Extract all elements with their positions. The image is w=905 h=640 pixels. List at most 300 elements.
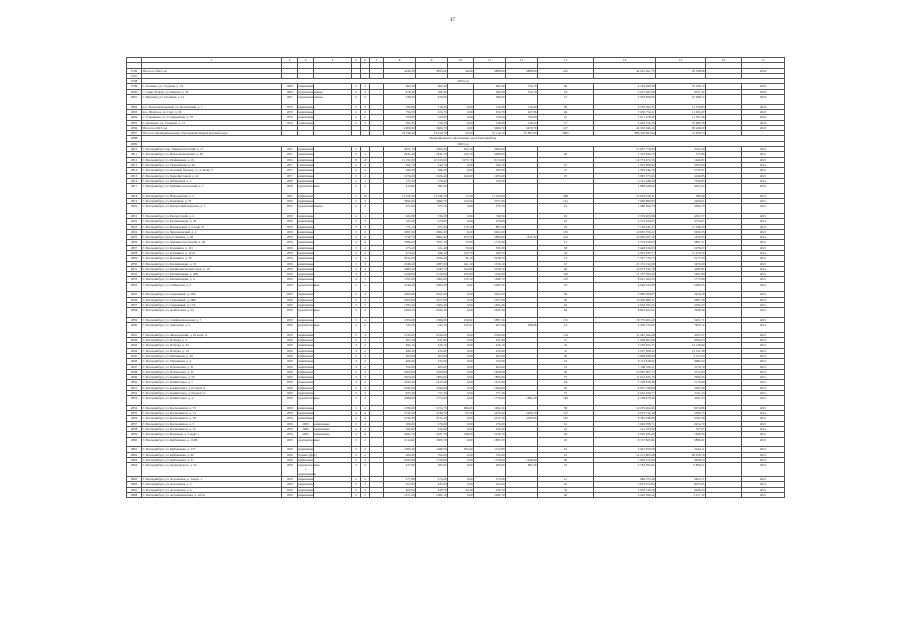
address-cell: Г. Екатеринбург, ул. Бори-Кустовой, д. 22 xyxy=(142,173,282,178)
table-cell: 11 063,47 xyxy=(656,109,706,114)
table-cell xyxy=(706,95,742,105)
table-cell: 2021 xyxy=(742,199,785,204)
table-cell: 388 xyxy=(538,193,594,198)
table-cell: 2021 xyxy=(742,338,785,343)
address-cell: Г. Екатеринбург, ул. Новодарская, д. 2 xyxy=(142,193,282,198)
header-cell: 1 xyxy=(142,58,282,63)
table-cell: 37 xyxy=(538,391,594,396)
table-cell: 12 136,82 xyxy=(656,343,706,348)
table-cell: 294,80 xyxy=(384,427,416,432)
table-cell: 2 xyxy=(361,115,370,120)
table-cell: 2 xyxy=(352,109,361,114)
table-cell: 771,30 xyxy=(474,391,506,396)
table-cell xyxy=(314,492,352,497)
table-cell: 406,90 xyxy=(384,452,416,457)
table-cell: 74 114,70 xyxy=(474,131,506,136)
table-cell: 2853 xyxy=(127,396,142,406)
table-cell: 4592,03 xyxy=(656,338,706,343)
table-cell: 897,59 xyxy=(506,463,538,477)
table-cell: 44 291 361,72 xyxy=(594,68,656,73)
table-cell: кирпичные xyxy=(298,266,314,271)
header-cell: 10 xyxy=(448,58,474,63)
table-cell: 2289,00 xyxy=(474,152,506,157)
table-cell: 2021 xyxy=(742,427,785,432)
table-cell: 0,00 xyxy=(448,229,474,234)
table-cell: 2844 xyxy=(127,348,142,353)
table-cell: 1959 xyxy=(282,364,298,369)
table-cell: 1959 xyxy=(282,240,298,245)
table-cell: 276,00 xyxy=(416,178,448,183)
table-cell: 3 xyxy=(352,396,361,406)
address-cell: Г. Екатеринбург, ул. Черноморский, д. 2 xyxy=(142,229,282,234)
table-cell: 3093,80 xyxy=(384,292,416,297)
table-cell: 21 xyxy=(538,162,594,167)
table-cell: кирпичные xyxy=(298,250,314,255)
table-cell: 2834 xyxy=(127,282,142,292)
table-cell: 0,00 xyxy=(448,385,474,390)
address-cell: Г. Екатеринбург, ул. Коминтерна, д. 7 xyxy=(142,380,282,385)
table-cell: 161 xyxy=(538,199,594,204)
table-cell: крупнопанельные xyxy=(298,95,314,105)
table-cell: 605,20 xyxy=(448,147,474,152)
table-cell: 566,30 xyxy=(474,168,506,173)
table-cell: 5 xyxy=(352,317,361,322)
table-cell: 1574,70 xyxy=(416,405,448,410)
table-cell: 2021 xyxy=(742,297,785,302)
table-cell: 4927,70 xyxy=(384,147,416,152)
table-cell: 4 xyxy=(361,416,370,421)
table-cell: 2859 xyxy=(127,432,142,437)
table-cell: 405,60 xyxy=(416,353,448,358)
table-cell: 2 xyxy=(361,437,370,447)
table-cell: 3377,00 xyxy=(474,199,506,204)
table-cell: 1758,00 xyxy=(474,457,506,462)
table-cell: 2846 xyxy=(127,359,142,364)
table-cell: 28 xyxy=(538,353,594,358)
table-cell: 2795,27 xyxy=(656,302,706,307)
table-cell: 276,00 xyxy=(416,421,448,426)
table-cell: 2022 xyxy=(742,68,785,73)
table-cell: 2847 xyxy=(127,364,142,369)
address-cell: Г. Екатеринбург, просп. Ленина, д. 69 xyxy=(142,235,282,240)
table-cell: 1 583 446,76 xyxy=(594,168,656,173)
table-cell: 183 xyxy=(538,396,594,406)
table-cell: 1795,40 xyxy=(384,302,416,307)
table-cell: 49 xyxy=(538,104,594,109)
table-cell: 3 xyxy=(352,219,361,224)
table-cell: 137 xyxy=(538,411,594,416)
table-cell: 385,50 xyxy=(416,184,448,194)
table-cell: кирпичные xyxy=(298,338,314,343)
table-cell: 9571,21 xyxy=(656,89,706,94)
table-cell: 2009 xyxy=(298,432,314,437)
table-cell: 12 036,70 xyxy=(416,193,448,198)
table-cell: 2 xyxy=(352,487,361,492)
table-cell: 2 xyxy=(361,89,370,94)
table-cell: панельные xyxy=(298,120,314,125)
table-cell: 2854 xyxy=(127,405,142,410)
table-cell: 73,80 xyxy=(448,240,474,245)
table-cell: 430,70 xyxy=(416,487,448,492)
table-cell: 2 xyxy=(361,224,370,229)
table-cell: 2 xyxy=(361,323,370,333)
table-cell: 4246,85 xyxy=(656,173,706,178)
table-cell: 7 527 779,75 xyxy=(594,256,656,261)
table-cell: 2826 xyxy=(127,240,142,245)
table-cell: 1957 xyxy=(282,173,298,178)
table-cell: 3403,71 xyxy=(656,477,706,482)
table-cell xyxy=(474,184,506,194)
table-cell: кирпичные xyxy=(298,245,314,250)
table-cell: 1970 xyxy=(282,115,298,120)
table-cell: 4 000,00 xyxy=(384,125,416,130)
table-cell: 420,60 xyxy=(448,173,474,178)
table-cell: 1640,56 xyxy=(656,432,706,437)
table-cell: 322,80 xyxy=(384,104,416,109)
table-cell: 3298,39 xyxy=(656,308,706,318)
address-cell: Г. Екатеринбург, ул. Калинина, д. 78 xyxy=(142,256,282,261)
table-cell: 18 779 663,40 xyxy=(594,317,656,322)
address-cell: пос. Пользовательский, ул. Петровский, д. 7 xyxy=(142,104,282,109)
table-cell: 1958 xyxy=(282,178,298,183)
table-cell: 7156,70 xyxy=(384,235,416,240)
table-cell: 3 xyxy=(352,266,361,271)
table-cell: 3 956 858,96 xyxy=(594,95,656,105)
table-cell: 25 xyxy=(538,173,594,178)
header-cell: 13 xyxy=(538,58,594,63)
table-cell: 10 981 553,21 xyxy=(594,229,656,234)
table-cell: 2833 xyxy=(127,277,142,282)
table-cell: 640,70 xyxy=(474,250,506,255)
table-cell: 1446,81 xyxy=(656,157,706,162)
table-cell: 2819 xyxy=(127,199,142,204)
table-cell: 1968 xyxy=(282,89,298,94)
table-cell: 10 613,00 xyxy=(416,157,448,162)
table-cell: 2 xyxy=(352,168,361,173)
table-cell: 2796 xyxy=(127,68,142,73)
header-cell: 7 xyxy=(370,58,384,63)
table-cell: 8274,89 xyxy=(656,405,706,410)
table-cell: 2851 xyxy=(127,385,142,390)
table-cell: 2114,90 xyxy=(384,437,416,447)
table-cell: кирпичные xyxy=(298,411,314,416)
table-cell: 2021 xyxy=(742,323,785,333)
table-cell: 1959 xyxy=(282,396,298,406)
table-cell: 426,10 xyxy=(474,343,506,348)
table-cell: 706,80 xyxy=(384,115,416,120)
table-cell: 1773,60 xyxy=(416,396,448,406)
table-cell: 3 848 838,54 xyxy=(594,353,656,358)
table-cell: 2262,20 xyxy=(474,229,506,234)
address-cell: Г. Екатеринбург, ул. Космонавтов, д. 74 xyxy=(142,411,282,416)
table-cell: кирпичные xyxy=(298,353,314,358)
table-cell: 2 xyxy=(361,173,370,178)
table-row xyxy=(127,492,785,497)
table-cell: 2021 xyxy=(742,463,785,477)
table-cell: 283,60 xyxy=(416,463,448,477)
table-cell: 2861 xyxy=(127,447,142,452)
table-cell: 2801 xyxy=(127,95,142,105)
table-cell: – xyxy=(742,131,785,136)
table-cell: 16 053 035,78 xyxy=(594,266,656,271)
table-cell: 7342,85 xyxy=(656,178,706,183)
table-cell: 46 xyxy=(538,109,594,114)
address-cell: Г. Екатеринбург, ул. Машиностроителей, д. 40 xyxy=(142,240,282,245)
table-cell: 3808,00 xyxy=(506,68,538,73)
table-cell: 3 xyxy=(352,235,361,240)
table-cell: кирпичные xyxy=(298,297,314,302)
table-cell: 0,00 xyxy=(448,396,474,406)
table-cell: 5 xyxy=(352,332,361,337)
table-cell: 2444,11 xyxy=(656,447,706,452)
table-cell: 2 xyxy=(361,364,370,369)
table-cell: 3177,50 xyxy=(656,256,706,261)
table-cell: 1844,60 xyxy=(416,385,448,390)
table-cell: кирпичные xyxy=(298,261,314,266)
table-cell: 1077,00 xyxy=(474,297,506,302)
table-cell: 2021 xyxy=(742,229,785,234)
address-cell: Г. Екатеринбург, ул. Коминтерна, д. 61 корп. А xyxy=(142,385,282,390)
table-cell: 4 xyxy=(361,391,370,396)
table-cell: 2021 xyxy=(742,396,785,406)
table-cell: 1959 xyxy=(282,224,298,229)
table-cell: 0,00 xyxy=(448,104,474,109)
table-cell: 3 xyxy=(361,375,370,380)
table-cell: 78 536,30 xyxy=(384,131,416,136)
table-cell: 3808,00 xyxy=(474,68,506,73)
table-cell: 3853,60 xyxy=(416,68,448,73)
table-cell: 465,10 xyxy=(384,338,416,343)
table-cell: 2803 xyxy=(127,109,142,114)
table-cell: 462,90 xyxy=(384,487,416,492)
table-cell: 3 xyxy=(361,266,370,271)
table-cell: 1958 xyxy=(282,184,298,194)
address-cell: С. Ельниково, ул. Станционная, д. 78 xyxy=(142,115,282,120)
table-cell: 3 xyxy=(361,261,370,266)
address-cell: Г. Екатеринбург, ул. Каменная, д. 76 xyxy=(142,199,282,204)
table-cell: 1316,60 xyxy=(416,272,448,277)
table-cell: 3 xyxy=(361,219,370,224)
table-cell: 1959 xyxy=(282,421,298,426)
table-cell: 2021 xyxy=(742,302,785,307)
header-cell: 17 xyxy=(742,58,785,63)
table-cell: кирпичные xyxy=(298,457,314,462)
table-cell: 2023 xyxy=(742,125,785,130)
table-cell: 1174,80 xyxy=(474,447,506,452)
table-cell: 21 xyxy=(538,95,594,105)
table-cell: 2002,00 xyxy=(384,369,416,374)
table-cell: 21 xyxy=(538,477,594,482)
address-cell: Г. Екатеринбург, ул. Машиностроителей, д. 3 xyxy=(142,184,282,194)
address-cell: Г. Екатеринбург, ул. Агрономов, д. 5 xyxy=(142,482,282,487)
table-cell: 2 xyxy=(361,396,370,406)
table-cell: 466,60 xyxy=(384,359,416,364)
table-cell: 3 xyxy=(352,353,361,358)
table-cell: 1959 xyxy=(282,447,298,452)
address-cell: Г. Екатеринбург, ул. Машинная, д. 39 xyxy=(142,353,282,358)
table-cell: 5678,27 xyxy=(656,245,706,250)
table-cell: кирпичные xyxy=(298,385,314,390)
address-cell: Итого по Муниципальному образованию Кировградский округ xyxy=(142,131,282,136)
table-cell: 720,90 xyxy=(416,115,448,120)
address-cell: Г. Екатеринбург, ул. Сиреневый, д. 28А xyxy=(142,292,282,297)
table-cell: 2021 xyxy=(742,353,785,358)
table-cell: 2858 xyxy=(127,427,142,432)
table-cell: 3 xyxy=(352,348,361,353)
table-cell: 2023 xyxy=(742,89,785,94)
table-cell: 123,60 xyxy=(448,199,474,204)
table-cell: 2830 xyxy=(127,261,142,266)
table-cell: кирпичные xyxy=(298,147,314,152)
table-cell: 588,46 xyxy=(656,193,706,198)
header-cell: 8 xyxy=(384,58,416,63)
table-cell: 10 270 402,60 xyxy=(594,405,656,410)
table-cell: 8 xyxy=(361,235,370,240)
table-cell: 31 xyxy=(538,338,594,343)
register-table-wrap xyxy=(126,57,784,498)
table-cell: 2732,50 xyxy=(384,411,416,416)
table-cell: 2474,50 xyxy=(384,256,416,261)
table-cell: 2 xyxy=(352,89,361,94)
table-cell: 4 xyxy=(361,308,370,318)
table-cell xyxy=(370,396,384,406)
table-cell: 1 080 056,70 xyxy=(594,204,656,214)
table-cell: 3 494 752,50 xyxy=(594,120,656,125)
table-cell: 2 xyxy=(361,245,370,250)
table-cell: 2 xyxy=(361,282,370,292)
table-cell: 2816 xyxy=(127,178,142,183)
table-cell: 575,99 xyxy=(656,152,706,157)
address-cell: Г. Екатеринбург, ул. Победы, д. 32 xyxy=(142,343,282,348)
table-cell: 141 353,99 xyxy=(594,427,656,432)
table-cell: 2839 xyxy=(127,317,142,322)
table-cell: 198,00 xyxy=(448,432,474,437)
table-cell: 7 xyxy=(352,193,361,198)
table-cell: кирпичные xyxy=(298,391,314,395)
table-cell: 2836 xyxy=(127,297,142,302)
table-cell: 56 xyxy=(538,297,594,302)
table-cell: 2021 xyxy=(742,224,785,229)
table-cell: 3 xyxy=(352,250,361,255)
row-id-cell: 2809 xyxy=(127,141,142,146)
table-cell: 3543,70 xyxy=(416,266,448,271)
table-cell: 2021 xyxy=(742,391,785,396)
table-cell: 2048,20 xyxy=(384,261,416,266)
table-cell: 2021 xyxy=(742,416,785,421)
table-cell: 21 xyxy=(538,168,594,173)
table-cell: 1959 xyxy=(282,427,298,432)
table-cell: 1714,40 xyxy=(474,240,506,245)
table-cell: 3669,70 xyxy=(416,199,448,204)
table-cell: 2021 xyxy=(742,204,785,214)
table-cell: 0,00 xyxy=(448,369,474,374)
table-cell: 2 xyxy=(361,229,370,234)
table-cell: 2382,90 xyxy=(506,416,538,421)
table-cell: 1959 xyxy=(282,343,298,348)
table-cell: 602,30 xyxy=(384,84,416,89)
address-cell: Г. Екатеринбург, ул. Калинина, д. 101А xyxy=(142,250,282,255)
table-cell: 2023 xyxy=(742,120,785,125)
table-cell: 2645,30 xyxy=(474,308,506,318)
table-cell: 3996,60 xyxy=(384,199,416,204)
table-cell: 2 xyxy=(361,302,370,307)
table-cell: 3895 xyxy=(538,131,594,136)
table-cell: 2021 xyxy=(742,369,785,374)
table-cell: 164,80 xyxy=(448,266,474,271)
table-cell: 7 671 678,40 xyxy=(594,115,656,120)
table-cell: 433,00 xyxy=(474,348,506,353)
table-cell: 407,09 xyxy=(474,323,506,333)
table-cell: 3 157,12 xyxy=(656,492,706,497)
table-cell: 316,50 xyxy=(416,120,448,125)
table-cell: 775,10 xyxy=(384,224,416,229)
table-cell: 0,00 xyxy=(448,463,474,477)
table-cell: 2860 xyxy=(127,437,142,447)
table-cell: 2021 xyxy=(742,421,785,426)
table-cell: 0,00 xyxy=(448,302,474,307)
table-cell: 2 xyxy=(361,353,370,358)
table-row xyxy=(127,204,785,214)
table-cell: 3 xyxy=(352,364,361,369)
table-cell: 96 xyxy=(538,266,594,271)
table-cell: 291 xyxy=(538,68,594,73)
table-cell: 45 xyxy=(538,213,594,218)
table-cell: 1931 xyxy=(282,152,298,157)
table-cell: 2866 xyxy=(127,482,142,487)
address-cell: Г. Екатеринбург, ул. Калинина, д. 101 xyxy=(142,245,282,250)
table-cell: 2021 xyxy=(742,250,785,255)
table-cell: кирпичные xyxy=(298,240,314,245)
address-cell: Г. Екатеринбург, ул. Куйбышева, д. 31 xyxy=(142,457,282,462)
table-cell: крупноблочные xyxy=(298,282,314,292)
table-cell: 2841 xyxy=(127,332,142,337)
table-cell: кирпичные xyxy=(298,317,314,322)
table-cell: 4 319 908,38 xyxy=(594,84,656,89)
table-cell: 74 914,70 xyxy=(416,131,448,136)
table-cell: 224 xyxy=(538,235,594,240)
table-cell: 4 xyxy=(361,317,370,322)
table-cell: 0,00 xyxy=(448,457,474,462)
table-cell: 2837 xyxy=(127,302,142,307)
table-cell: 1758,00 xyxy=(416,457,448,462)
table-cell: кирпичные xyxy=(298,168,314,173)
table-cell: 463,00 xyxy=(416,364,448,369)
table-cell xyxy=(706,308,742,318)
table-cell: 2806 xyxy=(127,125,142,130)
table-cell: 5 095 575,95 xyxy=(594,173,656,178)
table-cell: 3 xyxy=(352,405,361,410)
table-cell: кирпичные xyxy=(298,343,314,348)
table-cell: 1064,10 xyxy=(474,405,506,410)
table-cell: 1959 xyxy=(282,266,298,271)
table-cell: 3886,31 xyxy=(656,437,706,447)
table-cell: 6 653 310,18 xyxy=(594,411,656,416)
table-cell: 44,30 xyxy=(448,487,474,492)
table-cell: 3984,20 xyxy=(384,266,416,271)
table-cell: 21 xyxy=(538,115,594,120)
table-cell: 3196,70 xyxy=(474,266,506,271)
address-cell: Г. Екатеринбург, ул. Космонавтов, д. 73 xyxy=(142,405,282,410)
table-cell: 2849 xyxy=(127,375,142,380)
table-cell: 44 xyxy=(538,302,594,307)
table-cell: 34 xyxy=(538,343,594,348)
table-cell: 3 576 403,90 xyxy=(594,213,656,218)
table-cell: 2009 xyxy=(298,421,314,426)
table-cell: 2805 xyxy=(127,120,142,125)
table-cell: 2 xyxy=(361,168,370,173)
table-cell: 2 xyxy=(352,178,361,183)
table-cell: 170,10 xyxy=(448,224,474,229)
